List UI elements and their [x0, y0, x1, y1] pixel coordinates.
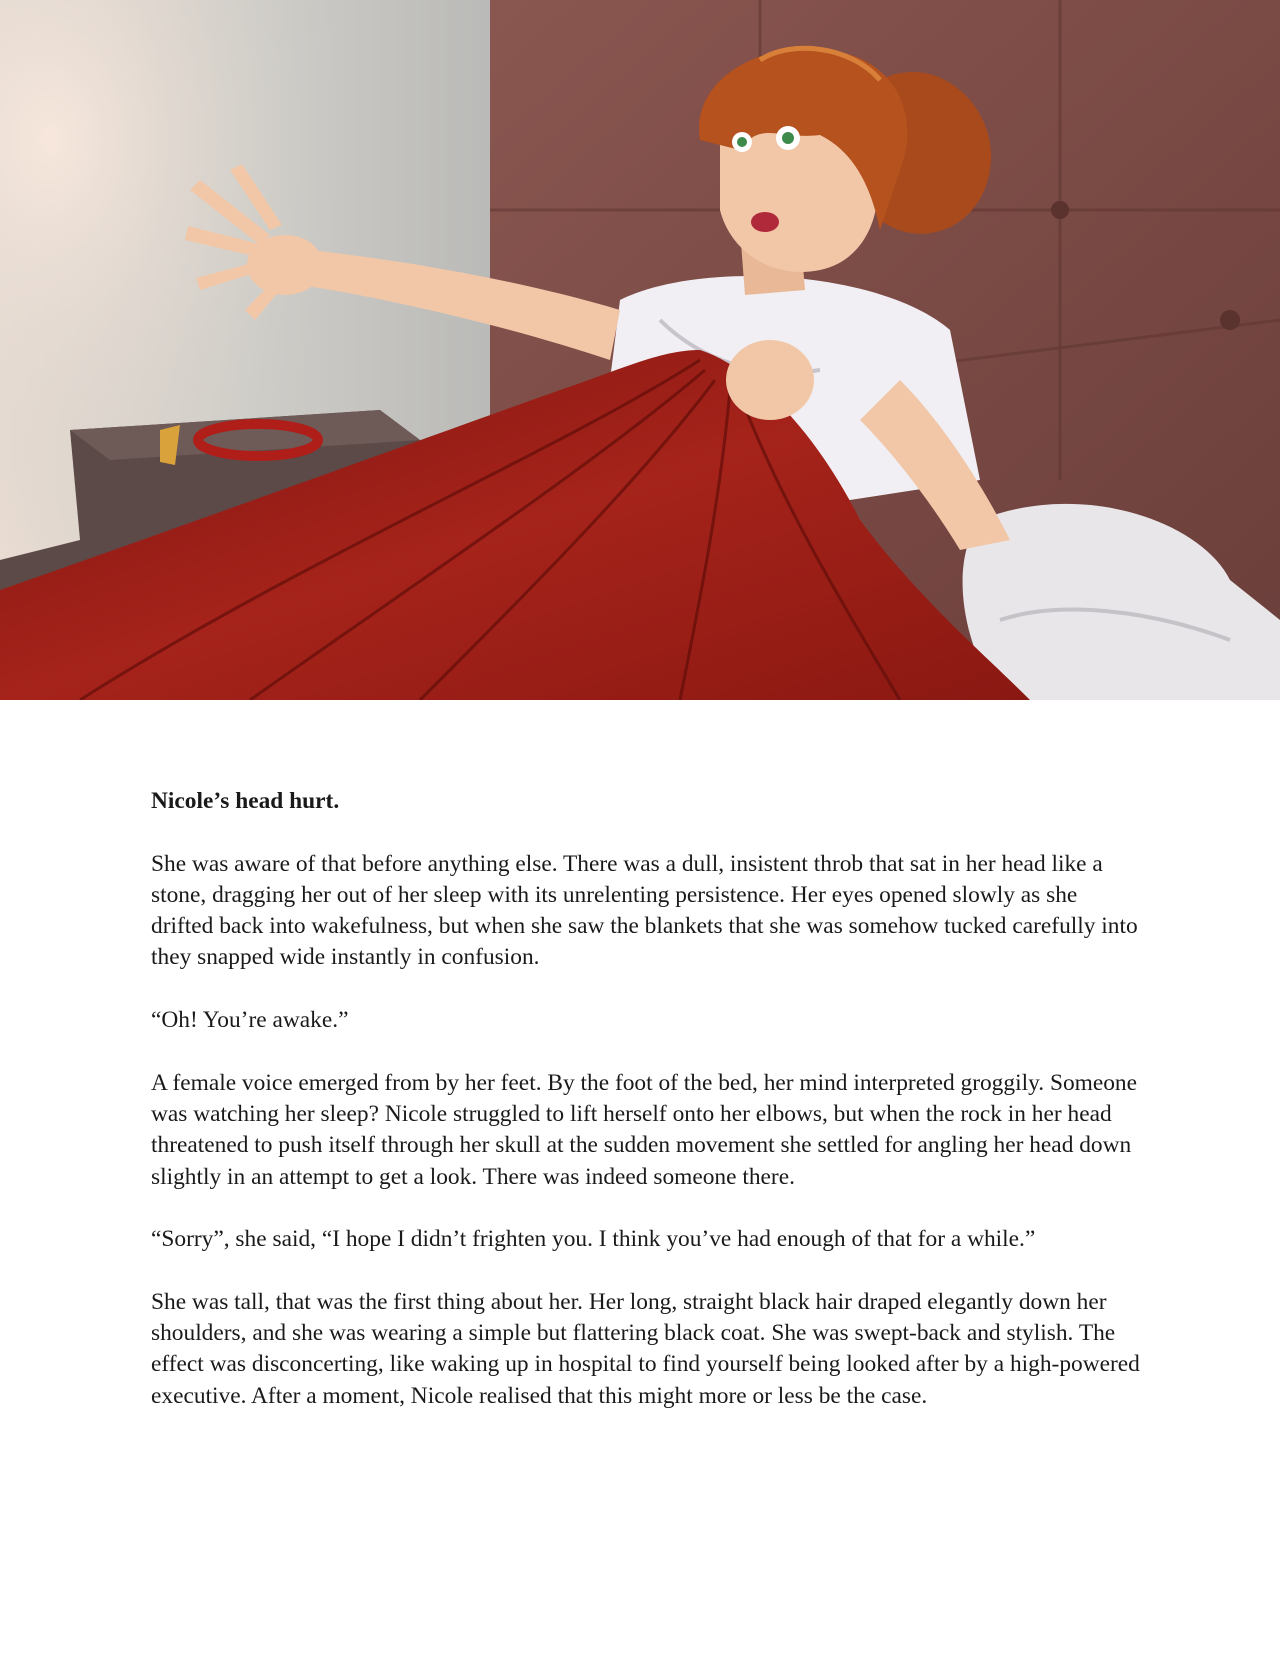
open-mouth [751, 212, 779, 232]
story-heading: Nicole’s head hurt. [151, 788, 340, 814]
story-paragraph: She was aware of that before anything else. There was a dull, insistent throb that sat in her head like a stone, dragging her out of her sleep with its unrelenting persistence. Her eyes opened slowly as she drifted back into wakefulness, but when she saw the blankets that she was somehow tucked carefully into they snapped wide instantly in confusion. [151, 850, 1138, 971]
story-paragraph: “Sorry”, she said, “I hope I didn’t frighten you. I think you’ve had enough of that for a while.” [151, 1226, 1036, 1253]
gripping-hand [726, 340, 814, 420]
story-paragraph: “Oh! You’re awake.” [151, 1007, 349, 1034]
story-paragraph: A female voice emerged from by her feet. By the foot of the bed, her mind interpreted groggily. Someone was watching her sleep? Nicole struggled to lift herself onto her elbows, but when the rock in her head threatened to push itself through her skull at the sudden movement she settled for angling her head down slightly in an attempt to get a look. There was indeed someone there. [151, 1069, 1137, 1190]
story-text [151, 786, 1141, 1443]
story-paragraph: She was tall, that was the first thing about her. Her long, straight black hair draped elegantly down her shoulders, and she was wearing a simple but flattering black coat. She was swept-back and stylish. The effect was disconcerting, like waking up in hospital to find yourself being looked after by a high-powered executive. After a moment, Nicole realised that this might more or less be the case. [151, 1288, 1140, 1409]
story-illustration [0, 0, 1280, 700]
illustration-svg [0, 0, 1280, 700]
